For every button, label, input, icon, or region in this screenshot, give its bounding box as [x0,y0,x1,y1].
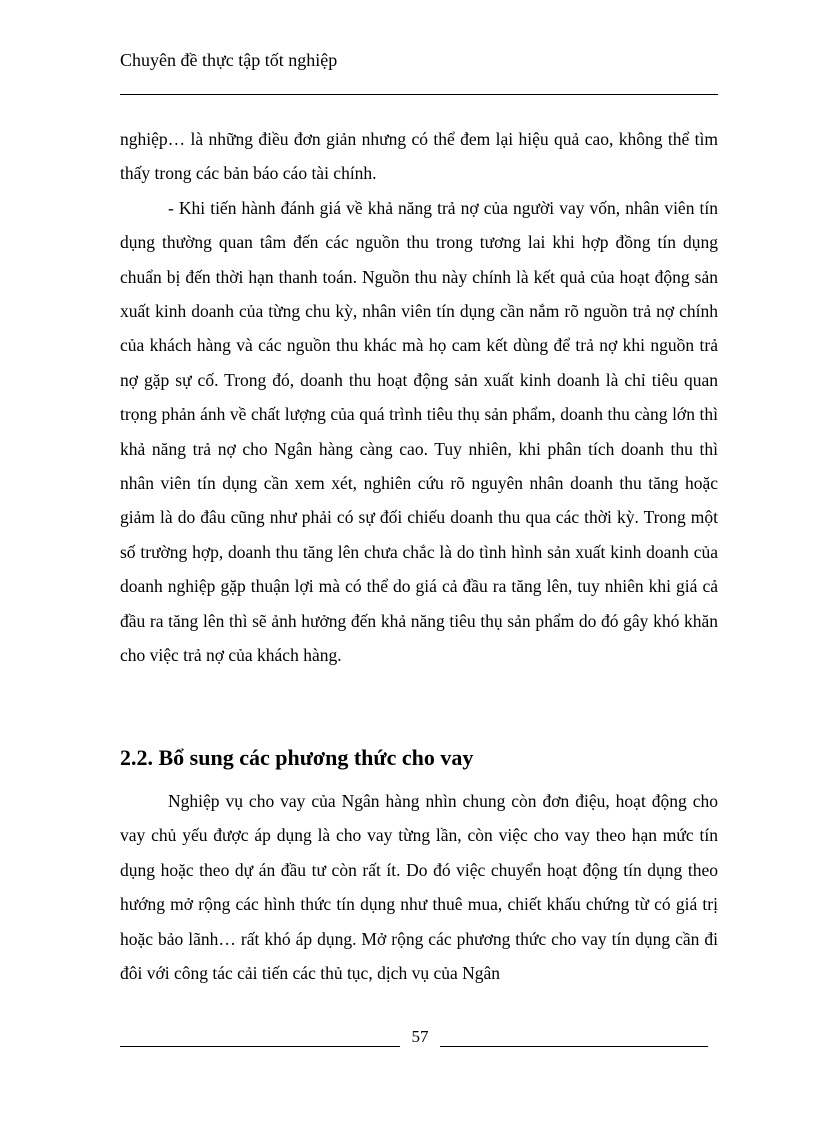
paragraph-continuation: nghiệp… là những điều đơn giản nhưng có thể đem lại hiệu quả cao, không thể tìm thấy trong các bản báo cáo tài chính. [120,129,718,184]
section-body-text [120,784,718,990]
page-header-title: Chuyên đề thực tập tốt nghiệp [120,50,338,70]
page-number: 57 [400,1027,440,1047]
paragraph-lending-methods: Nghiệp vụ cho vay của Ngân hàng nhìn chung còn đơn điệu, hoạt động cho vay chủ yếu được áp dụng là cho vay từng lần, còn việc cho vay theo hạn mức tín dụng hoặc theo dự án đầu tư còn rất ít. Do đó việc chuyển hoạt động tín dụng theo hướng mở rộng các hình thức tín dụng như thuê mua, chiết khấu chứng từ có giá trị hoặc bảo lãnh… rất khó áp dụng. Mở rộng các phương thức cho vay tín dụng cần đi đôi với công tác cải tiến các thủ tục, dịch vụ của Ngân [120,791,718,984]
paragraph-repayment-analysis: - Khi tiến hành đánh giá về khả năng trả nợ của người vay vốn, nhân viên tín dụng thường quan tâm đến các nguồn thu trong tương lai khi hợp đồng tín dụng chuẩn bị đến thời hạn thanh toán. Nguồn thu này chính là kết quả của hoạt động sản xuất kinh doanh của từng chu kỳ, nhân viên tín dụng cần nắm rõ nguồn trả nợ chính của khách hàng và các nguồn thu khác mà họ cam kết dùng để trả nợ khi nguồn trả nợ gặp sự cố. Trong đó, doanh thu hoạt động sản xuất kinh doanh là chỉ tiêu quan trọng phản ánh về chất lượng của quá trình tiêu thụ sản phẩm, doanh thu càng lớn thì khả năng trả nợ cho Ngân hàng càng cao. Tuy nhiên, khi phân tích doanh thu thì nhân viên tín dụng cần xem xét, nghiên cứu rõ nguyên nhân doanh thu tăng hoặc giảm là do đâu cũng như phải có sự đối chiếu doanh thu qua các thời kỳ. Trong một số trường hợp, doanh thu tăng lên chưa chắc là do tình hình sản xuất kinh doanh của doanh nghiệp gặp thuận lợi mà có thể do giá cả đầu ra tăng lên, tuy nhiên khi giá cả đầu ra tăng lên thì sẽ ảnh hưởng đến khả năng tiêu thụ sản phẩm do đó gây khó khăn cho việc trả nợ của khách hàng. [120,197,718,666]
header-divider [120,94,718,95]
section-heading: 2.2. Bổ sung các phương thức cho vay [120,745,474,770]
body-text [120,122,718,673]
